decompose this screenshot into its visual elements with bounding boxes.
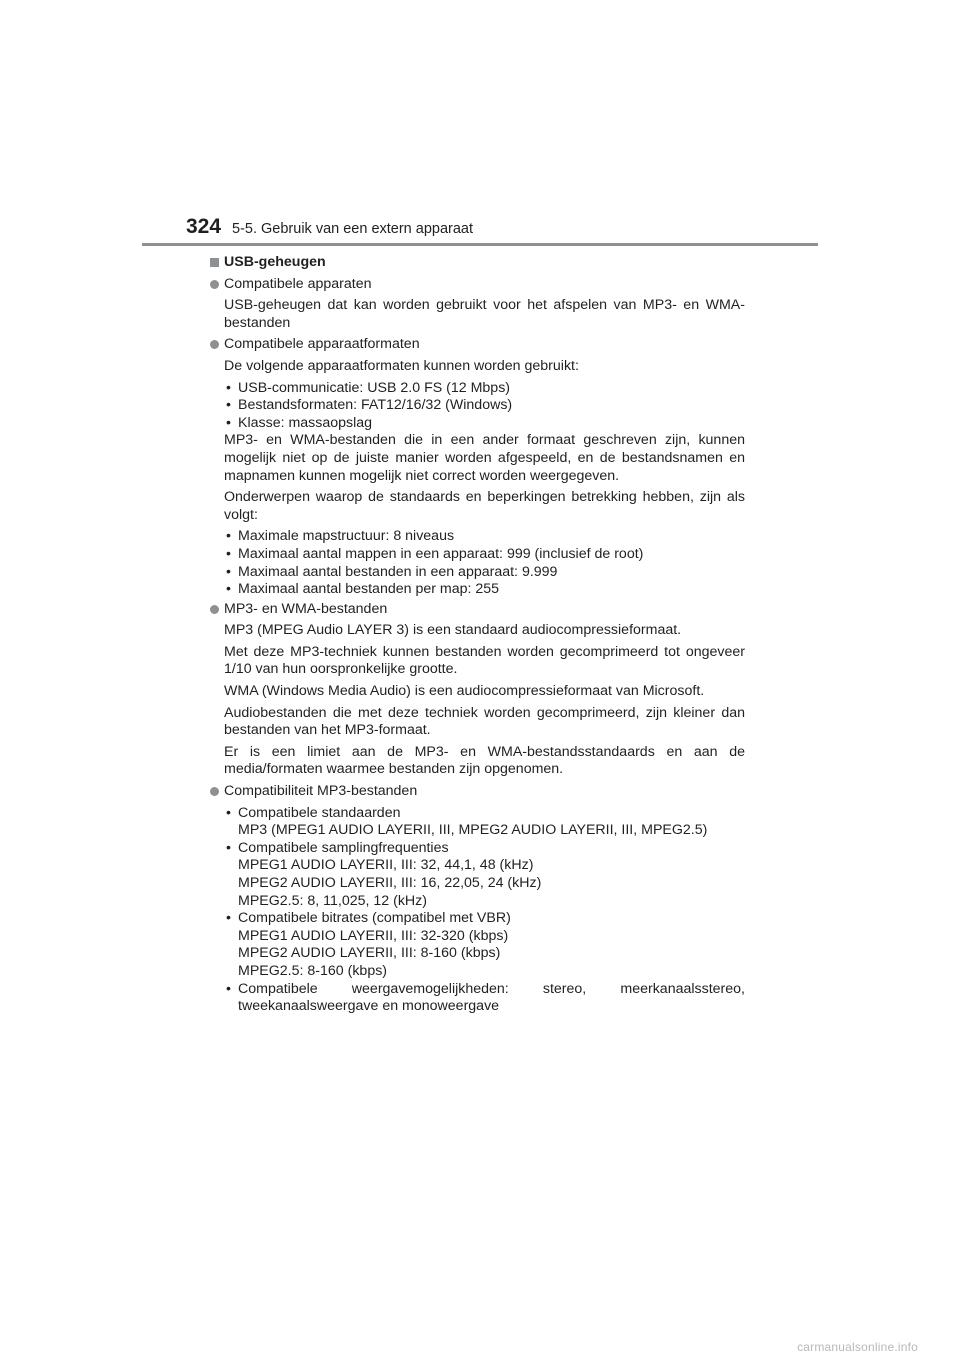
list-item [224, 840, 745, 910]
bullet-list [210, 380, 745, 433]
topic-heading [210, 783, 745, 801]
section-title: USB-geheugen [224, 254, 326, 270]
list-item-line: MPEG2 AUDIO LAYERII, III: 8-160 (kbps) [238, 945, 501, 962]
list-item-line: MPEG2.5: 8-160 (kbps) [238, 962, 388, 979]
watermark-text: carmanualsonline.info [797, 1340, 918, 1354]
list-item-head: • Compatibele samplingfrequenties [238, 839, 449, 856]
topic-heading [210, 276, 745, 294]
bullet-list [210, 805, 745, 1016]
list-item: • Bestandsformaten: FAT12/16/32 (Windows) [224, 397, 745, 415]
topic-title: Compatibele apparaatformaten [224, 336, 420, 353]
topic-title: Compatibiliteit MP3-bestanden [224, 783, 418, 800]
round-bullet-icon [210, 280, 219, 289]
header-rule [142, 243, 818, 246]
round-bullet-icon [210, 340, 219, 349]
paragraph: USB-geheugen dat kan worden gebruikt voor het afspelen van MP3- en WMA-bestanden [224, 297, 745, 331]
list-item-head: • Compatibele weergavemogelijkheden: stereo, meerkanaalsstereo, tweekanaalsweergave en monoweergave [238, 980, 745, 1015]
topic-heading [210, 601, 745, 619]
list-item-line: MP3 (MPEG1 AUDIO LAYERII, III, MPEG2 AUDIO LAYERII, III, MPEG2.5) [238, 822, 708, 839]
list-item [224, 981, 745, 1016]
list-item-head: • Compatibele standaarden [238, 804, 401, 821]
paragraph: Audiobestanden die met deze techniek worden gecomprimeerd, zijn kleiner dan bestanden van het MP3-formaat. [224, 704, 745, 739]
paragraph: De volgende apparaatformaten kunnen worden gebruikt: [224, 357, 579, 374]
list-item: • Maximaal aantal mappen in een apparaat: 999 (inclusief de root) [224, 546, 745, 564]
list-item: • Klasse: massaopslag [224, 415, 745, 433]
bullet-list [210, 528, 745, 598]
list-item: • Maximale mapstructuur: 8 niveaus [224, 528, 745, 546]
paragraph: MP3 (MPEG Audio LAYER 3) is een standaard audiocompressieformaat. [224, 622, 682, 639]
topic-heading [210, 336, 745, 354]
list-item [224, 805, 745, 840]
round-bullet-icon [210, 605, 219, 614]
list-item: • USB-communicatie: USB 2.0 FS (12 Mbps) [224, 380, 745, 398]
list-item-line: MPEG2 AUDIO LAYERII, III: 16, 22,05, 24 (kHz) [238, 875, 542, 891]
page-number: 324 [186, 215, 222, 238]
paragraph: Onderwerpen waarop de standaards en beperkingen betrekking hebben, zijn als volgt: [224, 489, 745, 523]
list-item-line: MPEG1 AUDIO LAYERII, III: 32, 44,1, 48 (kHz) [238, 857, 534, 874]
page-content [210, 254, 745, 1016]
list-item-head: • Compatibele bitrates (compatibel met VBR) [238, 910, 511, 927]
paragraph: WMA (Windows Media Audio) is een audiocompressieformaat van Microsoft. [224, 683, 705, 700]
topic-title: Compatibele apparaten [224, 275, 372, 292]
paragraph: MP3- en WMA-bestanden die in een ander formaat geschreven zijn, kunnen mogelijk niet op de juiste manier worden afgespeeld, en de bestandsnamen en mapnamen kunnen mogelijk niet correct worden weergegeven. [224, 432, 745, 484]
section-header: 5-5. Gebruik van een extern apparaat [232, 221, 474, 237]
footer [0, 1338, 960, 1358]
round-bullet-icon [210, 787, 219, 796]
paragraph: Er is een limiet aan de MP3- en WMA-bestandsstandaards en aan de media/formaten waarmee bestanden zijn opgenomen. [224, 743, 745, 778]
list-item-line: MPEG2.5: 8, 11,025, 12 (kHz) [238, 892, 427, 909]
section-heading [210, 254, 745, 272]
topic-title: MP3- en WMA-bestanden [224, 600, 388, 617]
list-item: • Maximaal aantal bestanden in een apparaat: 9.999 [224, 564, 745, 582]
list-item [224, 910, 745, 980]
list-item: • Maximaal aantal bestanden per map: 255 [224, 581, 745, 599]
square-bullet-icon [210, 258, 219, 267]
list-item-line: MPEG1 AUDIO LAYERII, III: 32-320 (kbps) [238, 927, 509, 944]
paragraph: Met deze MP3-techniek kunnen bestanden worden gecomprimeerd tot ongeveer 1/10 van hun oorspronkelijke grootte. [224, 643, 745, 678]
